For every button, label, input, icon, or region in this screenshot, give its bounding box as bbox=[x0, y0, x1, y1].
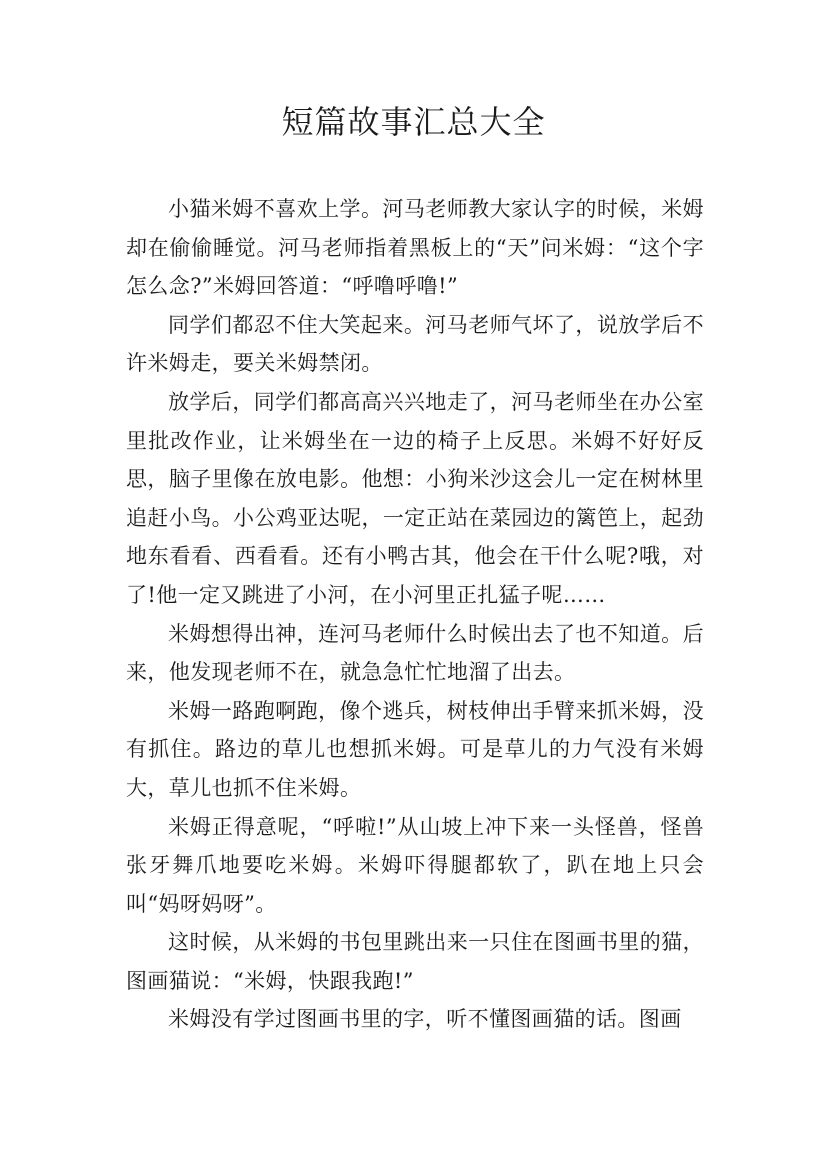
paragraph: 小猫米姆不喜欢上学。河马老师教大家认字的时候，米姆却在偷偷睡觉。河马老师指着黑板上的“天”问米姆：“这个字怎么念?”米姆回答道：“呼噜呼噜!” bbox=[126, 197, 704, 299]
paragraph: 米姆正得意呢，“呼啦!”从山坡上冲下来一头怪兽，怪兽张牙舞爪地要吃米姆。米姆吓得腿都软了，趴在地上只会叫“妈呀妈呀”。 bbox=[126, 814, 704, 916]
paragraph: 同学们都忍不住大笑起来。河马老师气坏了，说放学后不许米姆走，要关米姆禁闭。 bbox=[126, 312, 704, 376]
document-title: 短篇故事汇总大全 bbox=[281, 103, 546, 141]
paragraph: 米姆一路跑啊跑，像个逃兵，树枝伸出手臂来抓米姆，没有抓住。路边的草儿也想抓米姆。可是草儿的力气没有米姆大，草儿也抓不住米姆。 bbox=[126, 698, 704, 800]
paragraph: 放学后，同学们都高高兴兴地走了，河马老师坐在办公室里批改作业，让米姆坐在一边的椅子上反思。米姆不好好反思，脑子里像在放电影。他想：小狗米沙这会儿一定在树林里追赶小鸟。小公鸡亚达呢，一定正站在菜园边的篱笆上，起劲地东看看、西看看。还有小鸭古其，他会在干什么呢?哦，对了!他一定又跳进了小河，在小河里正扎猛子呢…… bbox=[126, 389, 704, 607]
paragraph: 米姆没有学过图画书里的字，听不懂图画猫的话。图画 bbox=[168, 1007, 682, 1032]
paragraph: 米姆想得出神，连河马老师什么时候出去了也不知道。后来，他发现老师不在，就急急忙忙地溜了出去。 bbox=[126, 621, 704, 685]
document-body bbox=[126, 190, 704, 1039]
paragraph: 这时候，从米姆的书包里跳出来一只住在图画书里的猫，图画猫说：“米姆，快跟我跑!” bbox=[126, 930, 704, 993]
